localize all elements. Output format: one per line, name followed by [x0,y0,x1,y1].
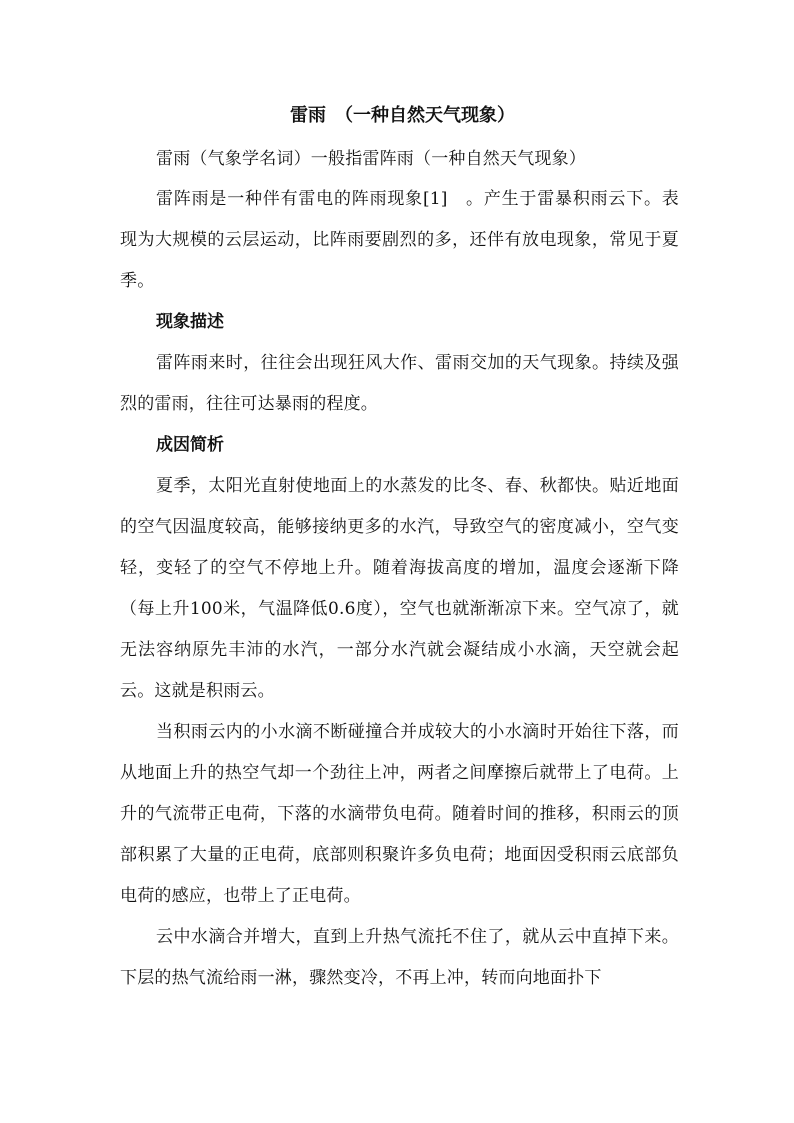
definition-paragraph: 雷阵雨是一种伴有雷电的阵雨现象[1] 。产生于雷暴积雨云下。表现为大规模的云层运动，比阵雨要剧烈的多，还伴有放电现象，常见于夏季。 [120,189,679,291]
intro-paragraph: 雷雨（气象学名词）一般指雷阵雨（一种自然天气现象） [156,149,586,169]
phenomenon-paragraph: 雷阵雨来时，往往会出现狂风大作、雷雨交加的天气现象。持续及强烈的雷雨，往往可达暴雨的程度。 [120,353,679,414]
section-heading-causes: 成因简析 [156,435,224,455]
causes-paragraph-2: 当积雨云内的小水滴不断碰撞合并成较大的小水滴时开始往下落，而从地面上升的热空气却一个劲往上冲，两者之间摩擦后就带上了电荷。上升的气流带正电荷，下落的水滴带负电荷。随着时间的推移，积雨云的顶部积累了大量的正电荷，底部则积聚许多负电荷；地面因受积雨云底部负电荷的感应，也带上了正电荷。 [120,722,679,906]
section-heading-phenomenon: 现象描述 [156,312,224,332]
causes-paragraph-3: 云中水滴合并增大，直到上升热气流托不住了，就从云中直掉下来。下层的热气流给雨一淋，骤然变冷，不再上冲，转而向地面扑下 [120,927,679,988]
document-title: 雷雨 （一种自然天气现象） [290,105,515,126]
causes-paragraph-1: 夏季，太阳光直射使地面上的水蒸发的比冬、春、秋都快。贴近地面的空气因温度较高，能够接纳更多的水汽，导致空气的密度减小，空气变轻，变轻了的空气不停地上升。随着海拔高度的增加，温度会逐渐下降（每上升100米，气温降低0.6度），空气也就渐渐凉下来。空气凉了，就无法容纳原先丰沛的水汽，一部分水汽就会凝结成小水滴，天空就会起云。这就是积雨云。 [120,476,679,701]
